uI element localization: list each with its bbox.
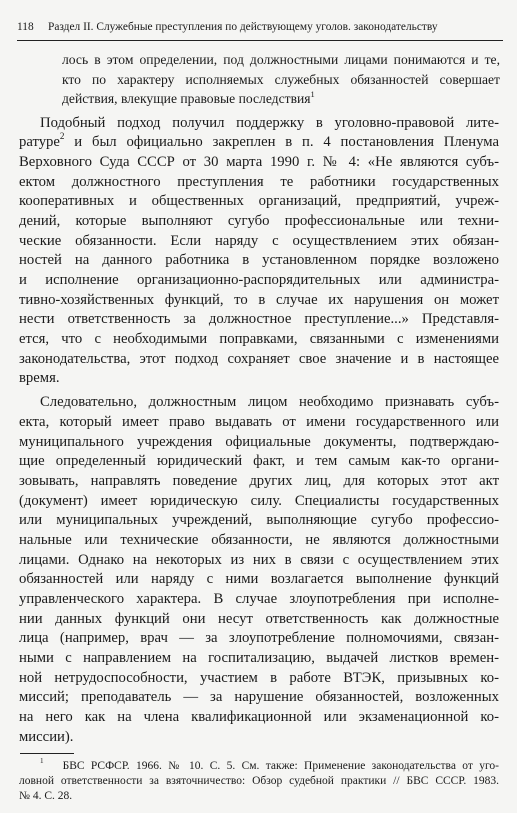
paragraph-line: управленческого характера. В случае злоупотребления при исполне- <box>19 591 499 607</box>
paragraph-line: законодательства, этот подход сохраняет свое значение и в настоящее <box>19 351 499 367</box>
footnote-1-line: ловной ответственности за взяточничество: Обзор судебной практики // БВС СССР. 1983. <box>19 775 499 787</box>
paragraph-line: зовывать, направлять поведение других лиц, для которых этот акт <box>19 473 499 489</box>
paragraph-line: ными с направлением на госпитализацию, выдачей листков времен- <box>19 650 499 666</box>
paragraph-line: ной нетрудоспособности, участием в работе ВТЭК, призывных ко- <box>19 670 499 686</box>
paragraph-line: миссий; преподаватель — за нарушение обязанностей, возложенных <box>19 689 499 705</box>
footnote-1-line: № 4. С. 28. <box>19 790 73 802</box>
paragraph-line: нальные или технические обязанности, не являются должностными <box>19 532 499 548</box>
footnote-rule <box>20 753 74 754</box>
paragraph-line: нии данных функций они несут ответственность как должностные <box>19 611 499 627</box>
continuation-line: кто по характеру исполняемых служебных обязанностей совершает <box>62 72 500 87</box>
paragraph-line: ностей на данного работника в установленном порядке возложено <box>19 252 499 268</box>
footnote-1: $^1$ БВС РСФСР. 1966. № 10. С. 5. См. также: Применение законодательства от уго- <box>40 757 499 772</box>
paragraph-line: лица (например, врач — за злоупотребление полномочиями, связан- <box>19 630 499 646</box>
paragraph-line: ческие обязанности. Если наряду с осуществлением этих обязан- <box>19 233 499 249</box>
paragraph-line: и исполнение организационно-распорядительных или администра- <box>19 272 499 288</box>
paragraph-line-last: время. <box>19 370 60 386</box>
paragraph-line: дений, которые выполняют сугубо профессиональные или техни- <box>19 213 499 229</box>
paragraph-line: кооперативных и общественных организаций, предприятий, учреж- <box>19 193 499 209</box>
paragraph-line-last: миссии). <box>19 729 74 745</box>
paragraph-line: ется, что с необходимыми поправками, связанными с изменениями <box>19 331 499 347</box>
page-number: 118 <box>17 21 34 33</box>
footnote-ref-2: 2 <box>59 131 65 142</box>
running-title: Раздел II. Служебные преступления по действующему уголов. законодательству <box>48 21 438 33</box>
paragraph-line: (документ) имеет юридическую силу. Специалисты государственных <box>19 493 499 509</box>
paragraph-line: Следовательно, должностным лицом необходимо признавать субъ- <box>40 394 499 410</box>
paragraph-line: обязанностей или наряду с ними возлагается выполнение функций <box>19 571 499 587</box>
footnote-ref-1: 1 <box>310 88 315 99</box>
paragraph-line: тивно-хозяйственных функций, то в случае их нарушения он может <box>19 292 499 308</box>
paragraph-line: ектом должностного преступления те работники государственных <box>19 174 499 190</box>
continuation-line: лось в этом определении, под должностными лицами понимаются и те, <box>62 52 500 67</box>
paragraph-line: или муниципальных учреждений, выполняющие сугубо профессио- <box>19 512 499 528</box>
paragraph-line: Верховного Суда СССР от 30 марта 1990 г. № 4: «Не являются субъ- <box>19 154 499 170</box>
paragraph-line: ратуре$^2$ и был официально закреплен в п. 4 постановления Пленума <box>19 131 499 150</box>
paragraph-line: екта, который имеет право выдавать от имени государственного или <box>19 414 499 430</box>
header-rule <box>17 40 503 41</box>
paragraph-line: лицами. Однако на некоторых из них в связи с осуществлением этих <box>19 552 499 568</box>
paragraph-line: муниципального учреждения официальные документы, подтверждаю- <box>19 434 499 450</box>
paragraph-line: Подобный подход получил поддержку в уголовно-правовой лите- <box>40 115 499 131</box>
paragraph-line: нести ответственность за должностное преступление...» Представля- <box>19 311 499 327</box>
continuation-line-last: действия, влекущие правовые последствия$^1$ <box>62 88 315 106</box>
footnote-number: 1 <box>40 757 44 766</box>
paragraph-line: на него как на члена квалификационной или экзаменационной ко- <box>19 709 499 725</box>
paragraph-line: щие определенный юридический факт, и тем самым как-то органи- <box>19 453 499 469</box>
running-header <box>17 17 503 37</box>
